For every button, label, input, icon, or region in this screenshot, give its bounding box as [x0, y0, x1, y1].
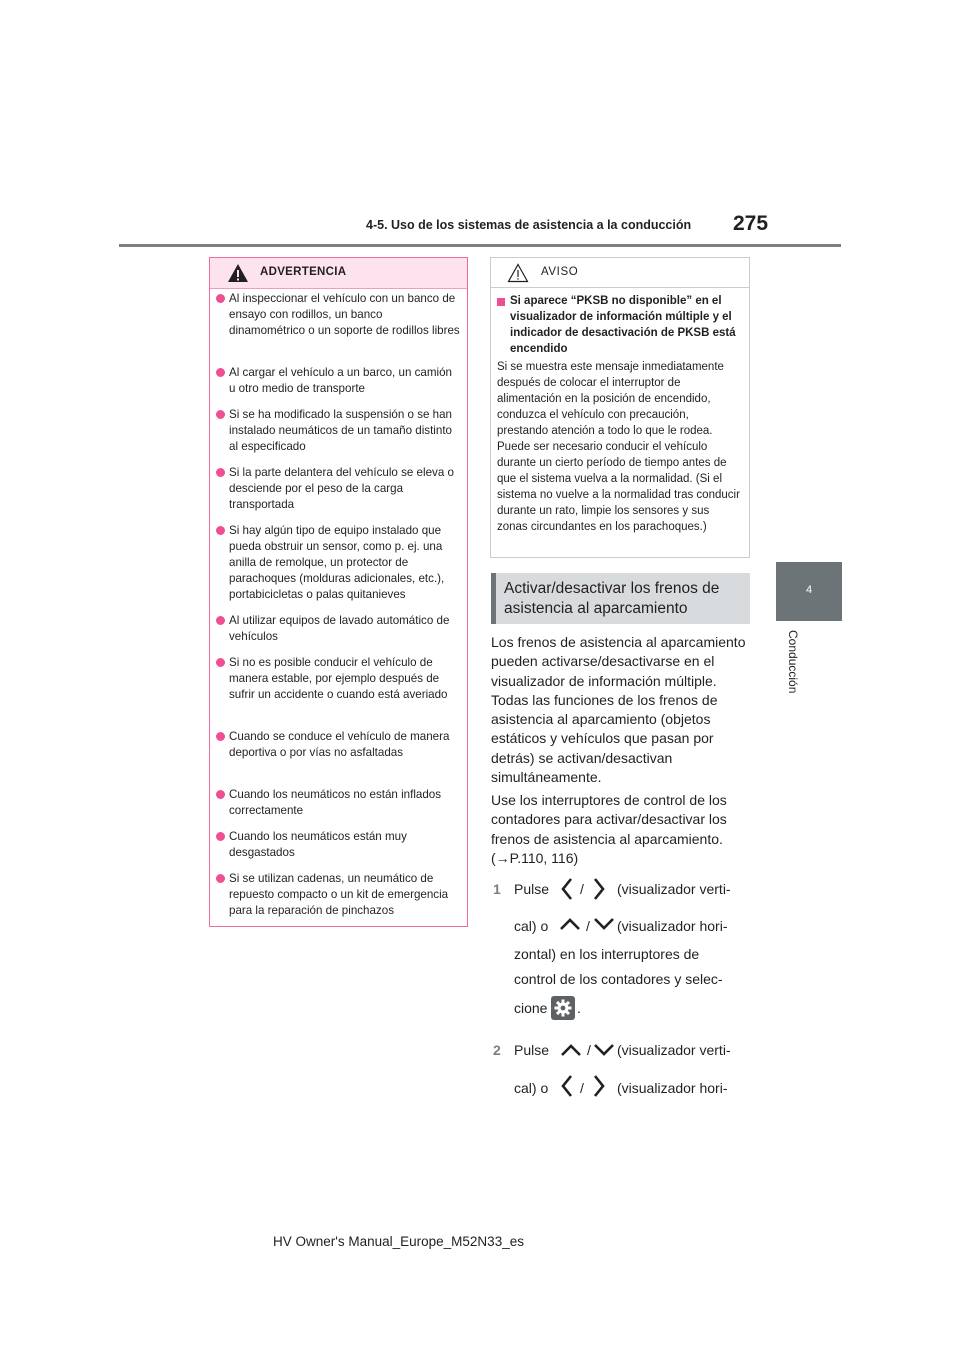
warning-item: Si no es posible conducir el vehículo de manera estable, por ejemplo después de sufrir un accidente o cuando está averiado: [216, 655, 460, 703]
warning-header: [210, 258, 467, 289]
gear-icon: [551, 996, 575, 1020]
section-header-title: 4-5. Uso de los sistemas de asistencia a la conducción: [366, 218, 692, 232]
section-paragraph-1: Los frenos de asistencia al aparcamiento pueden activarse/desactivarse en el visualizador de información múltiple. Todas las funciones de los frenos de asistencia al aparcamiento (objetos estáticos y vehículos que pasan por detrás) se activan/desactivan simultáneamente.: [491, 634, 746, 786]
notice-triangle-icon: [507, 263, 529, 283]
bullet-icon: [216, 526, 225, 535]
page-number: 275: [733, 212, 769, 235]
step-text: cal) o: [514, 1080, 549, 1096]
step-text: cione: [514, 1000, 548, 1016]
step-text: (visualizador verti-: [617, 881, 731, 897]
warning-item: Si hay algún tipo de equipo instalado que pueda obstruir un sensor, como p. ej. una anilla de remolque, un protector de parachoques (molduras adicionales, etc.), portabicicletas o palas quitanieves: [216, 523, 460, 603]
step-text: /: [586, 918, 590, 934]
warning-item: Al inspeccionar el vehículo con un banco de ensayo con rodillos, un banco dinamométrico o un soporte de rodillos libres: [216, 291, 460, 339]
warning-title: ADVERTENCIA: [260, 266, 347, 278]
bullet-icon: [216, 732, 225, 741]
section-heading-box: [491, 573, 750, 624]
step-text: zontal) en los interruptores de: [514, 946, 700, 962]
step-number: 2: [493, 1042, 501, 1058]
notice-body: Si se muestra este mensaje inmediatamente después de colocar el interruptor de alimentación en la posición de encendido, conduzca el vehículo con precaución, prestando atención a todo lo que le rodea. Puede ser necesario conducir el vehículo durante un cierto período de tiempo antes de que el sistema vuelva a la normalidad. (Si el sistema no vuelve a la normalidad tras conducir durante un rato, limpie los sensores y sus zonas circundantes en los parachoques.): [497, 361, 740, 533]
chapter-tab: [776, 562, 842, 621]
warning-item: Al cargar el vehículo a un barco, un camión u otro medio de transporte: [216, 365, 460, 397]
header-rule: [119, 244, 841, 247]
notice-header: [491, 258, 749, 288]
step-text: Pulse: [514, 881, 550, 897]
step-text: /: [587, 1042, 591, 1058]
chapter-label-text: Conducción: [786, 630, 800, 694]
warning-triangle-icon: [227, 263, 249, 283]
section-heading: Activar/desactivar los frenos de asistencia al aparcamiento: [504, 580, 720, 617]
warning-item: Al utilizar equipos de lavado automático de vehículos: [216, 613, 460, 645]
chevron-right-icon: [592, 877, 606, 901]
chevron-up-icon: [559, 917, 581, 931]
warning-item: Si se utilizan cadenas, un neumático de repuesto compacto o un kit de emergencia para la reparación de pinchazos: [216, 871, 460, 919]
step-text: (visualizador verti-: [617, 1042, 731, 1058]
notice-title: AVISO: [541, 266, 579, 278]
chapter-number: 4: [805, 584, 813, 596]
step-text: (visualizador hori-: [617, 918, 728, 934]
bullet-icon: [216, 468, 225, 477]
step-number: 1: [493, 881, 501, 897]
chevron-right-icon: [592, 1074, 606, 1098]
bullet-icon: [216, 368, 225, 377]
step-text: control de los contadores y selec-: [514, 971, 723, 987]
warning-box: [209, 257, 468, 927]
warning-item: Cuando se conduce el vehículo de manera deportiva o por vías no asfaltadas: [216, 729, 460, 761]
step-text: .: [577, 1000, 581, 1016]
notice-box: [490, 257, 750, 558]
step-text: /: [580, 1080, 584, 1096]
chevron-up-icon: [560, 1043, 582, 1057]
square-bullet-icon: [497, 298, 505, 306]
bullet-icon: [216, 616, 225, 625]
warning-item: Si se ha modificado la suspensión o se han instalado neumáticos de un tamaño distinto al especificado: [216, 407, 460, 455]
chevron-down-icon: [593, 917, 615, 931]
bullet-icon: [216, 410, 225, 419]
step-text: /: [580, 881, 584, 897]
step-text: (visualizador hori-: [617, 1080, 728, 1096]
section-reference: (→P.110, 116): [491, 850, 579, 866]
step-text: cal) o: [514, 918, 549, 934]
warning-item: Si la parte delantera del vehículo se eleva o desciende por el peso de la carga transportada: [216, 465, 460, 513]
bullet-icon: [216, 874, 225, 883]
bullet-icon: [216, 658, 225, 667]
chevron-left-icon: [560, 877, 574, 901]
step-text: Pulse: [514, 1042, 550, 1058]
warning-item: Cuando los neumáticos están muy desgastados: [216, 829, 460, 861]
bullet-icon: [216, 294, 225, 303]
bullet-icon: [216, 832, 225, 841]
chapter-label: [786, 630, 802, 710]
chevron-down-icon: [593, 1043, 615, 1057]
settings-button: [551, 996, 575, 1020]
section-paragraph-2: Use los interruptores de control de los contadores para activar/desactivar los frenos de asistencia al aparcamiento.: [491, 792, 727, 847]
bullet-icon: [216, 790, 225, 799]
warning-item: Cuando los neumáticos no están inflados correctamente: [216, 787, 460, 819]
footer-text: HV Owner's Manual_Europe_M52N33_es: [273, 1234, 524, 1249]
chevron-left-icon: [560, 1074, 574, 1098]
notice-subtitle: Si aparece “PKSB no disponible” en el visualizador de información múltiple y el indicador de desactivación de PKSB está encendido: [510, 295, 736, 355]
